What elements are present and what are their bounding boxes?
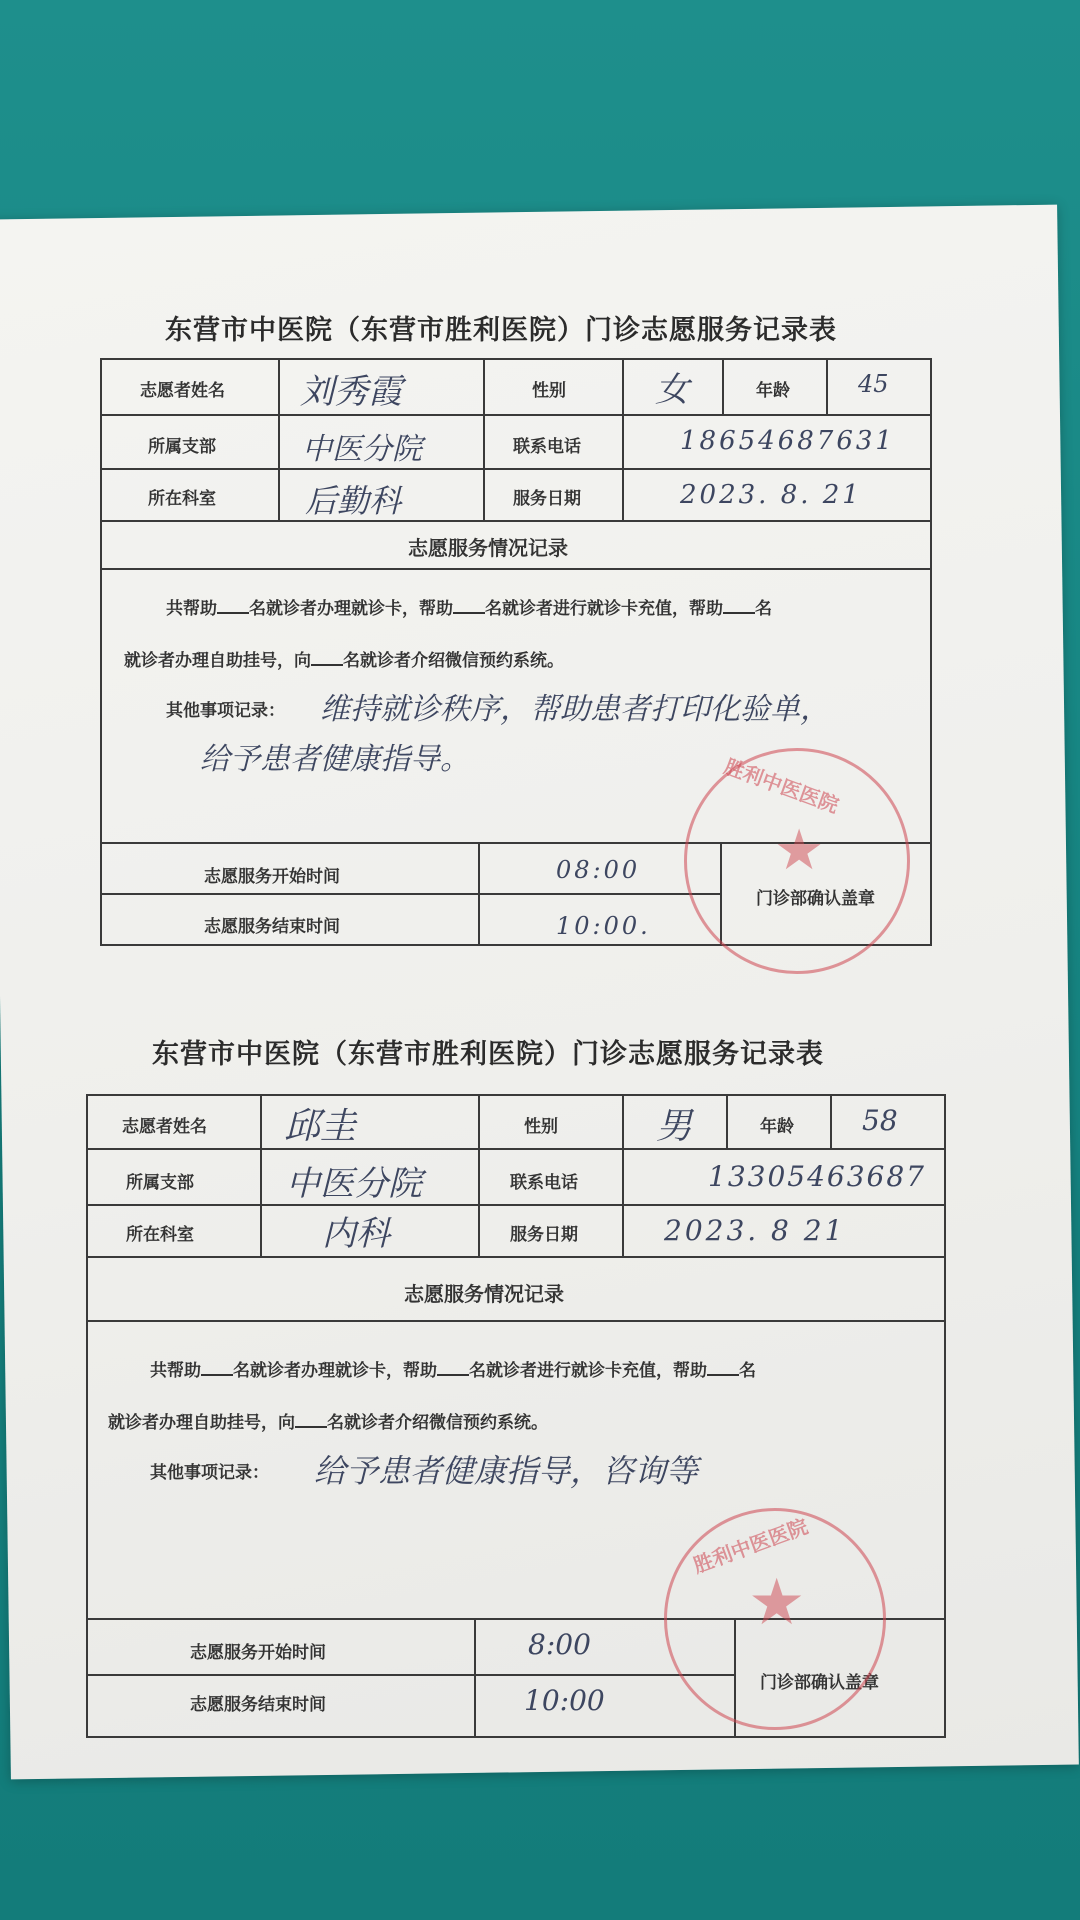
row-divider	[86, 1320, 946, 1322]
star-icon: ★	[748, 1566, 806, 1640]
text-segment: 共帮助	[150, 1361, 201, 1381]
help-line-2	[124, 646, 564, 671]
value-phone: 13305463687	[708, 1160, 926, 1193]
text-segment: 名就诊者办理就诊卡，帮助	[249, 599, 453, 619]
blank-field	[453, 598, 485, 614]
form-title: 东营市中医院（东营市胜利医院）门诊志愿服务记录表	[152, 1039, 824, 1070]
text-segment: 名就诊者办理就诊卡，帮助	[233, 1361, 437, 1381]
value-department: 后勤科	[305, 482, 402, 520]
label-start-time: 志愿服务开始时间	[190, 1643, 326, 1663]
label-phone: 联系电话	[510, 1173, 578, 1193]
row-divider	[100, 468, 932, 470]
col-divider	[278, 358, 280, 520]
value-age: 58	[862, 1104, 898, 1137]
row-divider	[100, 520, 932, 522]
value-other-notes: 维持就诊秩序，帮助患者打印化验单，	[320, 692, 830, 727]
value-end-time: 10:00	[524, 1684, 605, 1717]
text-segment: 名就诊者介绍微信预约系统。	[343, 651, 564, 671]
col-divider	[483, 358, 485, 520]
label-phone: 联系电话	[513, 437, 581, 457]
label-volunteer-name: 志愿者姓名	[122, 1117, 207, 1137]
label-volunteer-name: 志愿者姓名	[140, 381, 225, 401]
text-segment: 名	[755, 599, 772, 619]
blank-field	[707, 1360, 739, 1376]
value-end-time: 10:00.	[556, 912, 651, 940]
col-divider	[474, 1618, 476, 1738]
label-end-time: 志愿服务结束时间	[190, 1695, 326, 1715]
label-branch: 所属支部	[126, 1173, 194, 1193]
blank-field	[723, 598, 755, 614]
row-divider	[86, 1148, 946, 1150]
label-age: 年龄	[760, 1117, 794, 1137]
label-start-time: 志愿服务开始时间	[204, 867, 340, 887]
seal-text: 胜利中医医院	[690, 1514, 811, 1578]
label-gender: 性别	[524, 1117, 558, 1137]
row-divider	[86, 1256, 946, 1258]
label-department: 所在科室	[148, 489, 216, 509]
row-divider	[100, 414, 932, 416]
seal-text: 胜利中医医院	[721, 754, 842, 818]
blank-field	[201, 1360, 233, 1376]
text-segment: 名就诊者进行就诊卡充值，帮助	[485, 599, 723, 619]
row-divider	[100, 568, 932, 570]
value-branch: 中医分院	[302, 432, 422, 467]
help-line-2	[108, 1408, 548, 1433]
col-divider	[622, 358, 624, 520]
text-segment: 就诊者办理自助挂号，向	[108, 1413, 295, 1433]
blank-field	[437, 1360, 469, 1376]
label-seal: 门诊部确认盖章	[760, 1673, 879, 1693]
row-divider	[86, 1674, 736, 1676]
row-divider	[86, 1204, 946, 1206]
help-line-1	[150, 1356, 756, 1381]
col-divider	[726, 1094, 728, 1148]
value-gender: 男	[656, 1106, 693, 1147]
value-branch: 中医分院	[286, 1164, 422, 1204]
label-service-date: 服务日期	[510, 1225, 578, 1245]
col-divider	[830, 1094, 832, 1148]
label-gender: 性别	[532, 381, 566, 401]
value-service-date: 2023. 8 21	[664, 1214, 846, 1247]
value-volunteer-name: 刘秀霞	[300, 372, 402, 412]
value-gender: 女	[655, 370, 689, 410]
text-segment: 名	[739, 1361, 756, 1381]
blank-field	[311, 650, 343, 666]
value-start-time: 08:00	[556, 856, 641, 884]
label-seal: 门诊部确认盖章	[756, 889, 875, 909]
label-branch: 所属支部	[148, 437, 216, 457]
value-age: 45	[858, 370, 889, 398]
help-line-1	[166, 594, 772, 619]
label-age: 年龄	[756, 381, 790, 401]
col-divider	[826, 358, 828, 414]
form-title: 东营市中医院（东营市胜利医院）门诊志愿服务记录表	[165, 315, 837, 346]
col-divider	[478, 842, 480, 946]
col-divider	[478, 1094, 480, 1256]
text-segment: 名就诊者介绍微信预约系统。	[327, 1413, 548, 1433]
star-icon: ★	[774, 818, 825, 883]
value-other-notes-2: 给予患者健康指导。	[200, 742, 470, 777]
col-divider	[722, 358, 724, 414]
value-other-notes: 给予患者健康指导，咨询等	[314, 1452, 699, 1490]
section-title: 志愿服务情况记录	[408, 536, 568, 560]
label-end-time: 志愿服务结束时间	[204, 917, 340, 937]
section-title: 志愿服务情况记录	[404, 1282, 564, 1306]
value-department: 内科	[322, 1214, 390, 1254]
text-segment: 就诊者办理自助挂号，向	[124, 651, 311, 671]
label-department: 所在科室	[126, 1225, 194, 1245]
value-service-date: 2023. 8. 21	[680, 480, 862, 510]
col-divider	[260, 1094, 262, 1256]
label-service-date: 服务日期	[513, 489, 581, 509]
other-label: 其他事项记录：	[166, 701, 285, 721]
value-volunteer-name: 邱圭	[284, 1106, 357, 1147]
other-label: 其他事项记录：	[150, 1463, 269, 1483]
value-start-time: 8:00	[528, 1628, 591, 1661]
col-divider	[622, 1094, 624, 1256]
text-segment: 名就诊者进行就诊卡充值，帮助	[469, 1361, 707, 1381]
blank-field	[217, 598, 249, 614]
text-segment: 共帮助	[166, 599, 217, 619]
blank-field	[295, 1412, 327, 1428]
value-phone: 18654687631	[680, 426, 895, 456]
row-divider	[100, 893, 720, 895]
